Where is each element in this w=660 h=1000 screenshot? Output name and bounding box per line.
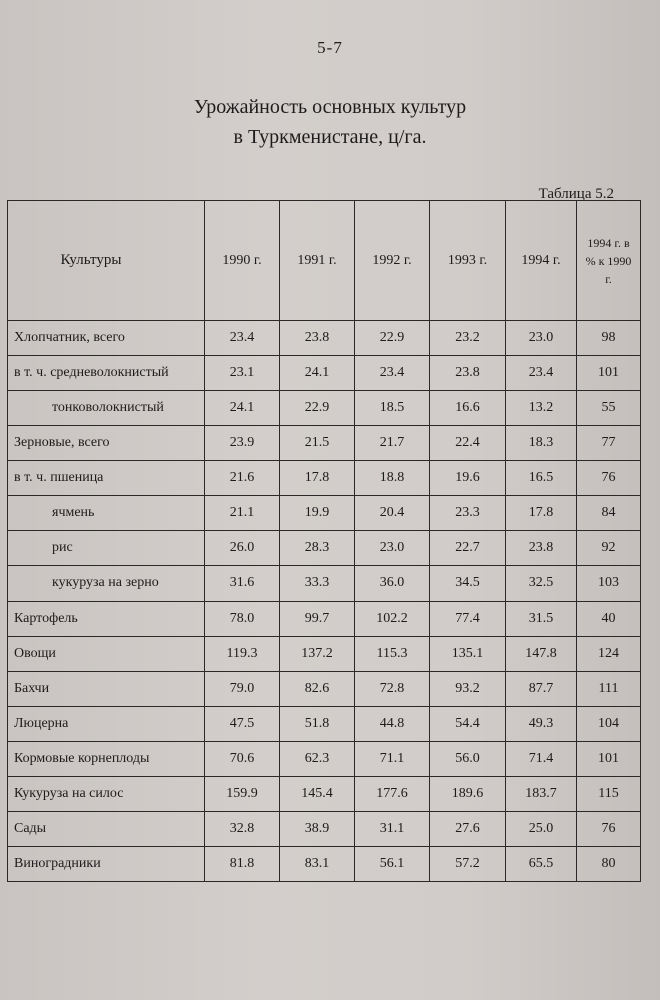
table-row (8, 531, 641, 566)
cell-1993: 135.1 (430, 636, 506, 671)
cell-percent: 76 (577, 461, 641, 496)
table-row (8, 846, 641, 881)
cell-1994: 23.0 (506, 321, 577, 356)
cell-1991: 82.6 (280, 671, 355, 706)
cell-1990: 31.6 (205, 566, 280, 601)
cell-1991: 22.9 (280, 391, 355, 426)
cell-1990: 21.6 (205, 461, 280, 496)
cell-1994: 65.5 (506, 846, 577, 881)
row-crop-name: Кормовые корнеплоды (8, 741, 205, 776)
cell-1990: 23.1 (205, 356, 280, 391)
cell-1992: 21.7 (355, 426, 430, 461)
row-crop-name: Кукуруза на силос (8, 776, 205, 811)
table-row (8, 356, 641, 391)
row-crop-name: Виноградники (8, 846, 205, 881)
cell-percent: 55 (577, 391, 641, 426)
cell-1993: 23.3 (430, 496, 506, 531)
cell-1994: 183.7 (506, 776, 577, 811)
cell-1992: 115.3 (355, 636, 430, 671)
cell-1993: 57.2 (430, 846, 506, 881)
table-row (8, 706, 641, 741)
table-row (8, 496, 641, 531)
cell-1992: 44.8 (355, 706, 430, 741)
cell-percent: 98 (577, 321, 641, 356)
cell-1992: 23.4 (355, 356, 430, 391)
title-line-1: Урожайность основных культур (193, 96, 467, 118)
cell-1993: 22.4 (430, 426, 506, 461)
cell-1993: 22.7 (430, 531, 506, 566)
cell-1990: 81.8 (205, 846, 280, 881)
cell-1990: 23.9 (205, 426, 280, 461)
cell-percent: 92 (577, 531, 641, 566)
cell-1992: 20.4 (355, 496, 430, 531)
cell-1992: 36.0 (355, 566, 430, 601)
cell-1992: 56.1 (355, 846, 430, 881)
cell-1994: 25.0 (506, 811, 577, 846)
yield-table (7, 200, 641, 882)
cell-percent: 124 (577, 636, 641, 671)
cell-1994: 71.4 (506, 741, 577, 776)
cell-1990: 70.6 (205, 741, 280, 776)
header-1991: 1991 г. (280, 201, 355, 321)
cell-percent: 115 (577, 776, 641, 811)
cell-1993: 27.6 (430, 811, 506, 846)
table-row (8, 636, 641, 671)
header-1990: 1990 г. (205, 201, 280, 321)
row-crop-name: тонковолокнистый (8, 391, 205, 426)
row-crop-name: Сады (8, 811, 205, 846)
table-title (0, 92, 660, 152)
cell-percent: 103 (577, 566, 641, 601)
row-crop-name: Хлопчатник, всего (8, 321, 205, 356)
cell-1990: 79.0 (205, 671, 280, 706)
cell-percent: 80 (577, 846, 641, 881)
cell-percent: 77 (577, 426, 641, 461)
cell-1992: 31.1 (355, 811, 430, 846)
cell-percent: 40 (577, 601, 641, 636)
cell-percent: 104 (577, 706, 641, 741)
cell-1990: 24.1 (205, 391, 280, 426)
table-row (8, 426, 641, 461)
cell-1994: 23.4 (506, 356, 577, 391)
cell-1992: 71.1 (355, 741, 430, 776)
cell-1992: 72.8 (355, 671, 430, 706)
row-crop-name: кукуруза на зерно (8, 566, 205, 601)
table-row (8, 601, 641, 636)
cell-1994: 49.3 (506, 706, 577, 741)
cell-1991: 24.1 (280, 356, 355, 391)
cell-1993: 189.6 (430, 776, 506, 811)
cell-1991: 17.8 (280, 461, 355, 496)
table-row (8, 671, 641, 706)
cell-1994: 16.5 (506, 461, 577, 496)
cell-1993: 19.6 (430, 461, 506, 496)
table-row (8, 461, 641, 496)
row-crop-name: Картофель (8, 601, 205, 636)
cell-1990: 26.0 (205, 531, 280, 566)
cell-1994: 32.5 (506, 566, 577, 601)
table-row (8, 741, 641, 776)
cell-1992: 18.5 (355, 391, 430, 426)
cell-1993: 77.4 (430, 601, 506, 636)
cell-1994: 147.8 (506, 636, 577, 671)
cell-1991: 145.4 (280, 776, 355, 811)
row-crop-name: Люцерна (8, 706, 205, 741)
cell-percent: 76 (577, 811, 641, 846)
cell-1991: 23.8 (280, 321, 355, 356)
cell-1992: 102.2 (355, 601, 430, 636)
cell-1993: 54.4 (430, 706, 506, 741)
header-1994: 1994 г. (506, 201, 577, 321)
cell-1990: 119.3 (205, 636, 280, 671)
row-crop-name: ячмень (8, 496, 205, 531)
table-row (8, 776, 641, 811)
table-row (8, 566, 641, 601)
cell-1992: 177.6 (355, 776, 430, 811)
header-1993: 1993 г. (430, 201, 506, 321)
cell-1990: 23.4 (205, 321, 280, 356)
cell-1993: 34.5 (430, 566, 506, 601)
cell-percent: 84 (577, 496, 641, 531)
cell-1990: 32.8 (205, 811, 280, 846)
page-number: 5-7 (317, 38, 343, 57)
row-crop-name: в т. ч. средневолокнистый (8, 356, 205, 391)
cell-percent: 111 (577, 671, 641, 706)
row-crop-name: рис (8, 531, 205, 566)
cell-1991: 62.3 (280, 741, 355, 776)
cell-1993: 23.8 (430, 356, 506, 391)
cell-1991: 99.7 (280, 601, 355, 636)
cell-1991: 21.5 (280, 426, 355, 461)
cell-1992: 22.9 (355, 321, 430, 356)
cell-percent: 101 (577, 356, 641, 391)
row-crop-name: Овощи (8, 636, 205, 671)
cell-1991: 19.9 (280, 496, 355, 531)
cell-1990: 21.1 (205, 496, 280, 531)
cell-1992: 23.0 (355, 531, 430, 566)
cell-1994: 31.5 (506, 601, 577, 636)
table-row (8, 321, 641, 356)
cell-1994: 87.7 (506, 671, 577, 706)
cell-1993: 56.0 (430, 741, 506, 776)
table-header-row (8, 201, 641, 321)
table-label: Таблица 5.2 (538, 186, 614, 202)
cell-1990: 159.9 (205, 776, 280, 811)
cell-1993: 23.2 (430, 321, 506, 356)
cell-1994: 23.8 (506, 531, 577, 566)
table-row (8, 391, 641, 426)
header-1992: 1992 г. (355, 201, 430, 321)
cell-1991: 137.2 (280, 636, 355, 671)
row-crop-name: в т. ч. пшеница (8, 461, 205, 496)
cell-1993: 16.6 (430, 391, 506, 426)
cell-1994: 18.3 (506, 426, 577, 461)
header-percent: 1994 г. в % к 1990 г. (577, 201, 641, 321)
table-body (8, 321, 641, 882)
cell-1991: 33.3 (280, 566, 355, 601)
cell-1991: 28.3 (280, 531, 355, 566)
cell-1991: 51.8 (280, 706, 355, 741)
cell-1992: 18.8 (355, 461, 430, 496)
table-row (8, 811, 641, 846)
row-crop-name: Зерновые, всего (8, 426, 205, 461)
title-line-2: в Туркменистане, ц/га. (233, 126, 427, 148)
cell-1994: 17.8 (506, 496, 577, 531)
cell-1993: 93.2 (430, 671, 506, 706)
cell-1991: 83.1 (280, 846, 355, 881)
cell-1990: 78.0 (205, 601, 280, 636)
cell-1990: 47.5 (205, 706, 280, 741)
cell-1994: 13.2 (506, 391, 577, 426)
cell-1991: 38.9 (280, 811, 355, 846)
row-crop-name: Бахчи (8, 671, 205, 706)
cell-percent: 101 (577, 741, 641, 776)
header-crop: Культуры (8, 201, 205, 321)
